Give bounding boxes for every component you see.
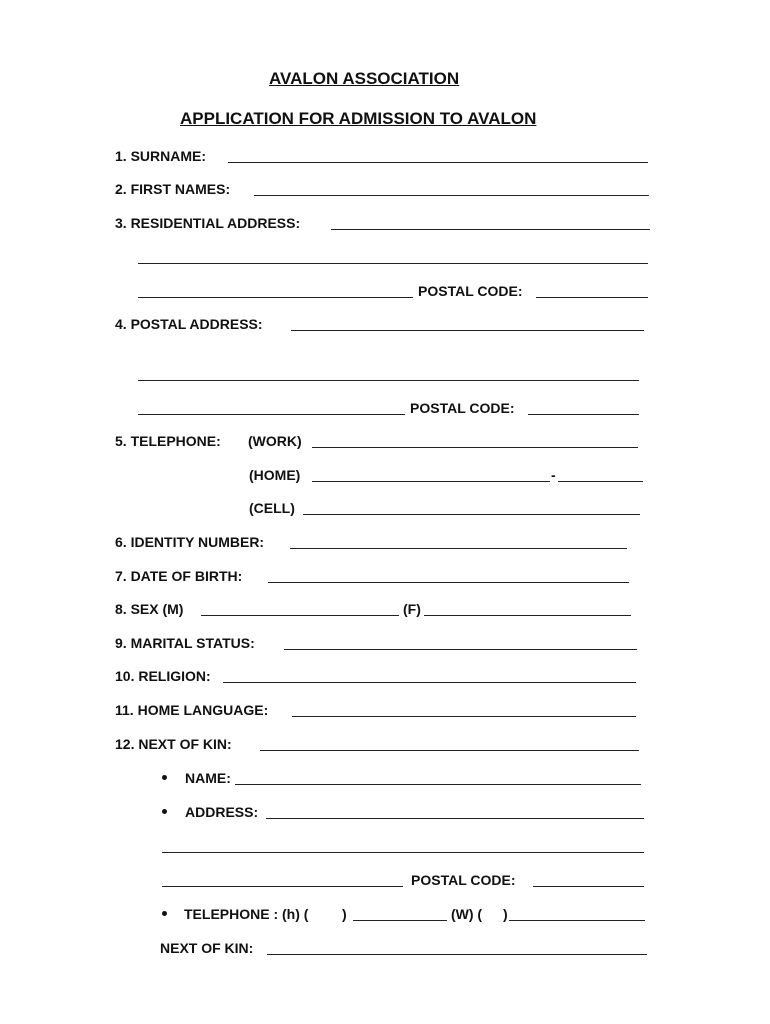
religion-field[interactable] bbox=[223, 682, 636, 683]
marital-status-field[interactable] bbox=[284, 649, 637, 650]
next-of-kin-field[interactable] bbox=[260, 750, 639, 751]
sex-m-label: 8. SEX (M) bbox=[115, 601, 184, 617]
kin-address-field-2[interactable] bbox=[162, 852, 644, 853]
kin-tel-w-close: ) bbox=[503, 906, 508, 922]
identity-number-label: 6. IDENTITY NUMBER: bbox=[115, 534, 265, 550]
surname-label: 1. SURNAME: bbox=[115, 148, 207, 164]
kin-postal-code-field[interactable] bbox=[533, 886, 644, 887]
sex-f-field[interactable] bbox=[424, 615, 631, 616]
sex-m-field[interactable] bbox=[201, 615, 399, 616]
bullet-icon bbox=[162, 911, 167, 916]
postal-address-label: 4. POSTAL ADDRESS: bbox=[115, 316, 263, 332]
postal-postal-code-field[interactable] bbox=[528, 414, 639, 415]
bullet-icon bbox=[162, 775, 167, 780]
form-subtitle: APPLICATION FOR ADMISSION TO AVALON bbox=[180, 109, 537, 128]
kin-telephone-label: TELEPHONE : (h) ( bbox=[184, 906, 309, 922]
kin-address-field-1[interactable] bbox=[266, 818, 644, 819]
residential-address-field-3[interactable] bbox=[138, 297, 413, 298]
religion-label: 10. RELIGION: bbox=[115, 668, 211, 684]
first-names-label: 2. FIRST NAMES: bbox=[115, 181, 231, 197]
kin-name-label: NAME: bbox=[185, 770, 231, 786]
home-language-label: 11. HOME LANGUAGE: bbox=[115, 702, 269, 718]
tel-home-dash: - bbox=[551, 467, 556, 483]
marital-status-label: 9. MARITAL STATUS: bbox=[115, 635, 255, 651]
bullet-icon bbox=[162, 809, 167, 814]
postal-address-field-1[interactable] bbox=[291, 330, 644, 331]
kin-tel-w-label: (W) ( bbox=[451, 906, 483, 922]
residential-postal-code-field[interactable] bbox=[536, 297, 648, 298]
residential-postal-code-label: POSTAL CODE: bbox=[418, 283, 523, 299]
tel-work-field[interactable] bbox=[312, 447, 638, 448]
kin-tel-h-field[interactable] bbox=[353, 920, 447, 921]
next-of-kin-2-field[interactable] bbox=[267, 954, 647, 955]
first-names-field[interactable] bbox=[254, 195, 649, 196]
kin-tel-h-close: ) bbox=[342, 906, 347, 922]
postal-postal-code-label: POSTAL CODE: bbox=[410, 400, 515, 416]
kin-postal-code-label: POSTAL CODE: bbox=[411, 872, 516, 888]
tel-home-field-1[interactable] bbox=[312, 481, 550, 482]
next-of-kin-2-label: NEXT OF KIN: bbox=[160, 940, 254, 956]
kin-tel-w-field[interactable] bbox=[509, 920, 645, 921]
kin-address-label: ADDRESS: bbox=[185, 804, 259, 820]
tel-home-label: (HOME) bbox=[249, 467, 301, 483]
tel-cell-label: (CELL) bbox=[249, 500, 295, 516]
sex-f-label: (F) bbox=[403, 601, 421, 617]
next-of-kin-label: 12. NEXT OF KIN: bbox=[115, 736, 232, 752]
tel-work-label: (WORK) bbox=[248, 433, 302, 449]
tel-cell-field[interactable] bbox=[303, 514, 640, 515]
home-language-field[interactable] bbox=[292, 716, 636, 717]
date-of-birth-label: 7. DATE OF BIRTH: bbox=[115, 568, 243, 584]
identity-number-field[interactable] bbox=[290, 548, 627, 549]
form-title: AVALON ASSOCIATION bbox=[269, 69, 460, 88]
kin-name-field[interactable] bbox=[235, 784, 641, 785]
postal-address-field-2[interactable] bbox=[138, 380, 639, 381]
residential-address-field-1[interactable] bbox=[331, 229, 650, 230]
tel-home-field-2[interactable] bbox=[558, 481, 643, 482]
residential-address-label: 3. RESIDENTIAL ADDRESS: bbox=[115, 215, 301, 231]
kin-address-field-3[interactable] bbox=[162, 886, 403, 887]
telephone-label: 5. TELEPHONE: bbox=[115, 433, 221, 449]
surname-field[interactable] bbox=[228, 162, 648, 163]
postal-address-field-3[interactable] bbox=[138, 414, 405, 415]
date-of-birth-field[interactable] bbox=[268, 582, 629, 583]
residential-address-field-2[interactable] bbox=[138, 263, 648, 264]
